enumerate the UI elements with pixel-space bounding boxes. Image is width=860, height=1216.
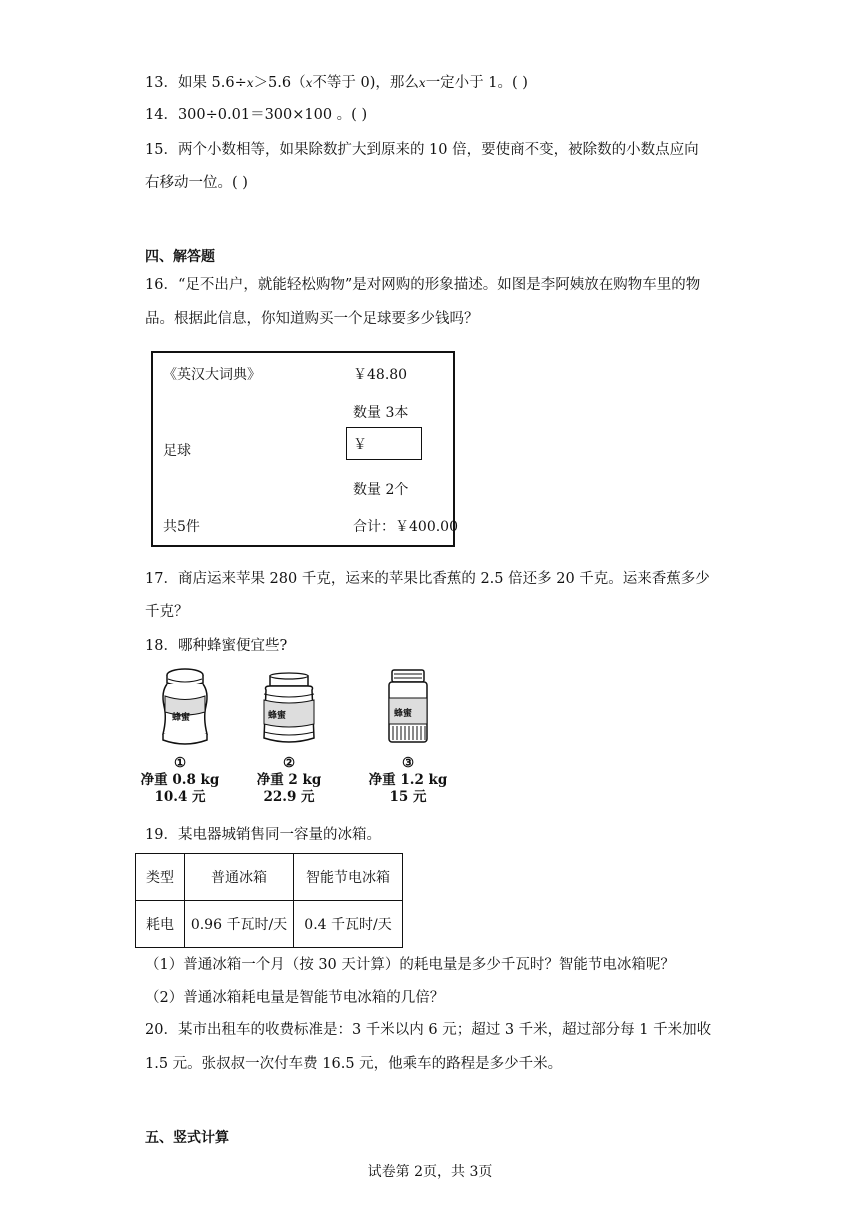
- fridge-table: [135, 853, 403, 948]
- jar2-price: 22.9 元: [263, 789, 315, 805]
- jar3-index: ③: [401, 755, 415, 771]
- variable-x: x: [246, 76, 254, 90]
- jar1-weight: 净重 0.8 kg: [140, 772, 220, 788]
- table-cell: 类型: [136, 854, 185, 901]
- cart-total-amount: 合计：￥400.00: [353, 519, 458, 535]
- jar1-caption: [125, 755, 235, 806]
- q13-text-b: ＞5.6（: [253, 75, 306, 91]
- question-number: 14．: [145, 107, 178, 123]
- cart-item1-price: ￥48.80: [353, 367, 408, 383]
- question-20-line1: [145, 1020, 711, 1040]
- cart-item1-qty: 数量 3本: [353, 405, 409, 421]
- question-number: 18．: [145, 638, 178, 654]
- table-cell: 耗电: [136, 901, 185, 948]
- jar2-index: ②: [282, 755, 296, 771]
- shopping-cart-box: [151, 351, 458, 547]
- q15-text-2: 右移动一位。( ): [145, 175, 248, 191]
- variable-x: x: [418, 76, 426, 90]
- jar2-caption: [234, 755, 344, 806]
- question-17-line2: [145, 602, 189, 622]
- jar1-label: 蜂蜜: [172, 713, 191, 723]
- jar3-caption: [353, 755, 463, 806]
- jar1-price: 10.4 元: [154, 789, 206, 805]
- jar2-label: 蜂蜜: [268, 711, 287, 721]
- honey-jar-2: [256, 672, 322, 750]
- q18-text: 哪种蜂蜜便宜些?: [177, 638, 288, 654]
- football-price-blank[interactable]: [346, 427, 422, 460]
- question-16-line2: [145, 309, 479, 329]
- honey-jar-icon: [256, 672, 322, 746]
- q17-text-2: 千克？: [145, 604, 189, 620]
- table-cell: 0.96 千瓦时/天: [185, 901, 294, 948]
- q19-text: 某电器城销售同一容量的冰箱。: [177, 827, 381, 843]
- jar2-weight: 净重 2 kg: [256, 772, 322, 788]
- question-number: 17．: [145, 571, 178, 587]
- table-row: [136, 854, 403, 901]
- question-number: 19．: [145, 827, 178, 843]
- section-4-title: 四、解答题: [145, 249, 215, 265]
- question-18: [145, 636, 287, 656]
- honey-jar-1: [155, 668, 215, 750]
- cart-item1-name: 《英汉大词典》: [163, 367, 261, 383]
- jar3-label: 蜂蜜: [394, 709, 413, 719]
- question-number: 16．: [145, 277, 178, 293]
- section-5-title: 五、竖式计算: [145, 1130, 229, 1146]
- question-15-line1: [145, 140, 699, 160]
- question-number: 20．: [145, 1022, 178, 1038]
- q16-text-1: “足不出户，就能轻松购物”是对网购的形象描述。如图是李阿姨放在购物车里的物: [177, 277, 701, 293]
- cart-item2-name: 足球: [163, 443, 191, 459]
- question-15-line2: [145, 173, 248, 193]
- question-number: 15．: [145, 142, 178, 158]
- question-19-sub2: （2）普通冰箱耗电量是智能节电冰箱的几倍？: [145, 990, 445, 1006]
- q16-text-2: 品。根据此信息，你知道购买一个足球要多少钱吗？: [145, 311, 479, 327]
- honey-jar-3: [384, 668, 432, 750]
- yuan-sign: ￥: [353, 437, 367, 453]
- jar1-index: ①: [173, 755, 187, 771]
- table-cell: 普通冰箱: [185, 854, 294, 901]
- table-cell: 0.4 千瓦时/天: [294, 901, 403, 948]
- q20-text-1: 某市出租车的收费标准是：3 千米以内 6 元；超过 3 千米，超过部分每 1 千米加收: [177, 1022, 712, 1038]
- jar3-weight: 净重 1.2 kg: [368, 772, 448, 788]
- q17-text-1: 商店运来苹果 280 千克，运来的苹果比香蕉的 2.5 倍还多 20 千克。运来香蕉多少: [177, 571, 710, 587]
- question-14: [145, 105, 367, 125]
- jar3-price: 15 元: [389, 789, 427, 805]
- variable-x: x: [305, 76, 313, 90]
- question-19-sub1: （1）普通冰箱一个月（按 30 天计算）的耗电量是多少千瓦时？智能节电冰箱呢？: [145, 957, 675, 973]
- honey-jar-icon: [155, 668, 215, 746]
- table-row: [136, 901, 403, 948]
- q14-text: 300÷0.01＝300×100 。( ): [177, 107, 368, 123]
- question-19: [145, 825, 381, 845]
- q15-text-1: 两个小数相等，如果除数扩大到原来的 10 倍，要使商不变，被除数的小数点应向: [177, 142, 699, 158]
- q13-text-c: 不等于 0)，那么: [312, 75, 419, 91]
- cart-total-count: 共5件: [163, 519, 200, 535]
- q13-text-d: 一定小于 1。( ): [425, 75, 528, 91]
- table-cell: 智能节电冰箱: [294, 854, 403, 901]
- q13-text-a: 如果 5.6÷: [177, 75, 247, 91]
- question-number: 13．: [145, 75, 178, 91]
- question-13: [145, 73, 528, 93]
- page-footer: 试卷第 2页，共 3页: [367, 1164, 493, 1180]
- cart-item2-qty: 数量 2个: [353, 482, 409, 498]
- question-20-line2: 1.5 元。张叔叔一次付车费 16.5 元，他乘车的路程是多少千米。: [145, 1056, 563, 1072]
- question-17-line1: [145, 569, 710, 589]
- question-16-line1: [145, 275, 700, 295]
